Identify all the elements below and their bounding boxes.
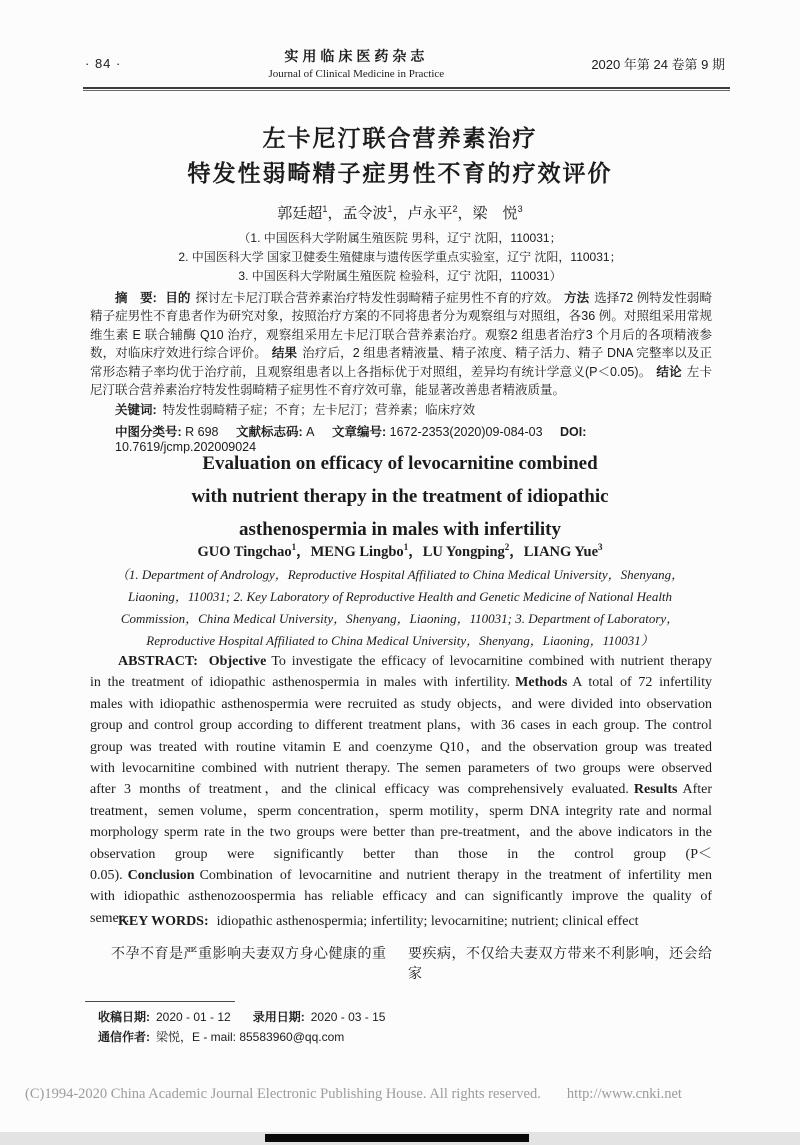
methods-label-cn: 方法 — [564, 291, 590, 305]
article-title-cn-line1: 左卡尼汀联合营养素治疗 — [262, 125, 538, 151]
affiliation-cn-line: 2. 中国医科大学 国家卫健委生殖健康与遗传医学重点实验室，辽宁 沈阳，110031； — [178, 250, 622, 264]
doi-label: DOI: — [560, 425, 587, 439]
author-separator: ， — [327, 205, 343, 222]
author-separator: ， — [457, 205, 473, 222]
conclusion-label-en: Conclusion — [127, 868, 195, 884]
author-affil-sup: 1 — [387, 204, 393, 214]
article-title-en-line3: asthenospermia in males with infertility — [239, 519, 561, 540]
authors-en — [0, 540, 800, 561]
results-label-en: Results — [633, 782, 678, 798]
page-number: · 84 · — [85, 55, 122, 71]
article-title-en-line2: with nutrient therapy in the treatment of idiopathic — [191, 486, 609, 507]
article-id-value: 1672-2353(2020)09-084-03 — [389, 425, 543, 439]
accepted-date-value: 2020 - 03 - 15 — [310, 1010, 386, 1024]
footnote-dates — [98, 1008, 385, 1025]
author-affil-sup: 1 — [291, 542, 297, 553]
author-name-en: MENG Lingbo$^1$ — [310, 542, 409, 560]
horizontal-scrollbar-track[interactable] — [0, 1132, 800, 1145]
author-name: 梁 悦$^3$ — [472, 204, 523, 222]
affiliation-en-line: （1. Department of Andrology，Reproductive Hospital Affiliated to China Medical University，Shenyang， — [115, 567, 685, 582]
footnote-rule — [85, 1001, 235, 1002]
received-date-label: 收稿日期: — [98, 1010, 150, 1024]
author-name-en: LU Yongping$^2$ — [422, 542, 510, 560]
clc-value: R 698 — [185, 425, 219, 439]
conclusion-label-cn: 结论 — [656, 364, 682, 379]
doi-value: 10.7619/jcmp.202009024 — [115, 440, 257, 454]
copyright-text: (C)1994-2020 China Academic Journal Electronic Publishing House. All rights reserved. — [25, 1086, 541, 1102]
affiliation-en-line: Commission，China Medical University，Shenyang，Liaoning，110031; 3. Department of Laboratory， — [120, 611, 680, 626]
body-right-column-line: 要疾病，不仅给夫妻双方带来不利影响，还会给家 — [408, 945, 713, 981]
author-affil-sup: 3 — [598, 542, 603, 553]
journal-title-cn: 实用临床医药杂志 — [284, 48, 429, 64]
abstract-cn-label: 摘 要: — [115, 291, 157, 305]
conclusion-text-en: Combination of levocarnitine and nutrient therapy in the treatment of infertility men with idiopathic asthenozoospermia has reliable efficacy and can significantly improve the quality of semen. — [90, 868, 712, 926]
abstract-cn — [90, 289, 712, 399]
article-title-en-line1: Evaluation on efficacy of levocarnitine combined — [202, 453, 598, 474]
authors-cn — [0, 202, 800, 223]
affiliation-cn-line: 3. 中国医科大学附属生殖医院 检验科，辽宁 沈阳，110031） — [238, 269, 562, 283]
article-meta-cn — [115, 422, 715, 454]
cnki-url: http://www.cnki.net — [566, 1086, 682, 1102]
author-affil-sup: 2 — [504, 542, 510, 553]
journal-title-en: Journal of Clinical Medicine in Practice — [268, 68, 445, 80]
objective-text-cn: 探讨左卡尼汀联合营养素治疗特发性弱畸精子症男性不育的疗效。 — [195, 291, 560, 305]
accepted-date-label: 录用日期: — [252, 1010, 305, 1024]
keywords-cn — [115, 400, 715, 418]
author-name: 郭廷超$^1$ — [277, 204, 328, 222]
cnki-copyright-footer — [25, 1086, 785, 1103]
keywords-cn-label: 关键词: — [115, 403, 157, 417]
abstract-en — [90, 651, 712, 929]
affiliation-en-line: Reproductive Hospital Affiliated to China Medical University，Shenyang，Liaoning，110031） — [146, 633, 654, 648]
keywords-en-text: idiopathic asthenospermia; infertility; levocarnitine; nutrient; clinical effect — [216, 914, 639, 929]
objective-label-en: Objective — [208, 654, 267, 669]
journal-title — [269, 46, 445, 80]
methods-label-en: Methods — [515, 675, 568, 691]
results-text-en: After treatment，semen volume，sperm concentration，sperm motility，sperm DNA integrity rate and normal morphology sperm rate in the two groups were better than pre-treatment，and the above indicators in the observation group were significantly better than those in the control group (P＜0.05). — [90, 782, 712, 884]
doc-code-label: 文献标志码: — [236, 425, 303, 439]
article-id-label: 文章编号: — [331, 425, 387, 439]
keywords-cn-text: 特发性弱畸精子症；不育；左卡尼汀；营养素；临床疗效 — [162, 403, 476, 417]
keywords-en — [90, 914, 712, 930]
author-name-en: GUO Tingchao$^1$ — [197, 542, 297, 560]
results-text-cn: 治疗后，2 组患者精液量、精子浓度、精子活力、精子 DNA 完整率以及正常形态精子率均优于治疗前，且观察组患者以上各指标优于对照组，差异均有统计学意义(P＜0.05)。 — [90, 346, 712, 379]
author-name-en: LIANG Yue$^3$ — [523, 542, 603, 560]
clc-label: 中图分类号: — [115, 425, 182, 439]
author-name: 孟令波$^1$ — [342, 204, 393, 222]
horizontal-scrollbar-thumb[interactable] — [265, 1134, 529, 1142]
footnote-corresponding — [98, 1028, 344, 1045]
author-separator: ， — [296, 544, 311, 560]
affiliation-cn-line: （1. 中国医科大学附属生殖医院 男科，辽宁 沈阳，110031； — [238, 231, 562, 245]
corresponding-author-value: 梁悦，E - mail: 85583960@qq.com — [156, 1030, 345, 1044]
corresponding-author-label: 通信作者: — [98, 1030, 150, 1044]
conclusion-text-cn: 左卡尼汀联合营养素治疗特发性弱畸精子症男性不育疗效可靠，能显著改善患者精液质量。 — [90, 364, 712, 398]
methods-text-cn: 选择72 例特发性弱畸精子症男性不育患者作为研究对象，按照治疗方案的不同将患者分为观察组与对照组，各36 例。对照组采用常规维生素 E 联合辅酶 Q10 治疗，观察组采用左卡尼汀联合营养素治疗。观察2 组患者治疗3 个月后的各项精液参数，对临床疗效进行综合评价。 — [90, 291, 712, 361]
abstract-en-label: ABSTRACT: — [118, 654, 198, 669]
article-title-cn-line2: 特发性弱畸精子症男性不育的疗效评价 — [187, 160, 613, 186]
received-date-value: 2020 - 01 - 12 — [156, 1010, 231, 1024]
author-affil-sup: 1 — [403, 542, 409, 553]
running-head — [85, 46, 725, 80]
doc-code-value: A — [306, 425, 315, 439]
affiliation-en-line: Liaoning，110031; 2. Key Laboratory of Reproductive Health and Genetic Medicine of National Health — [127, 589, 673, 604]
author-affil-sup: 3 — [517, 204, 523, 214]
methods-text-en: A total of 72 infertility males with idiopathic asthenospermia were recruited as study objects，and were divided into observation group and control group according to different treatment plans，with 36 cases in each group. The control group was treated with routine vitamin E and coenzyme Q10，and the observation group was treated with levocarnitine combined with nutrient therapy. The semen parameters of two groups were observed after 3 months of treatment，and the clinical efficacy was comprehensively evaluated. — [90, 675, 712, 798]
issue-info: 2020 年第 24 卷第 9 期 — [591, 56, 725, 72]
author-separator: ， — [509, 544, 524, 560]
author-name: 卢永平$^2$ — [407, 204, 458, 222]
keywords-en-label: KEY WORDS: — [118, 914, 209, 929]
author-affil-sup: 2 — [452, 204, 458, 214]
objective-text-en: To investigate the efficacy of levocarnitine combined with nutrient therapy in the treatment of idiopathic asthenospermia in males with infertility. — [90, 654, 713, 691]
body-left-column-line: 不孕不育是严重影响夫妻双方身心健康的重 — [111, 945, 387, 961]
results-label-cn: 结果 — [271, 346, 298, 361]
objective-label-cn: 目的 — [165, 291, 191, 305]
author-separator: ， — [408, 544, 423, 560]
author-separator: ， — [392, 205, 408, 222]
author-affil-sup: 1 — [322, 204, 328, 214]
header-double-rule — [83, 87, 730, 91]
